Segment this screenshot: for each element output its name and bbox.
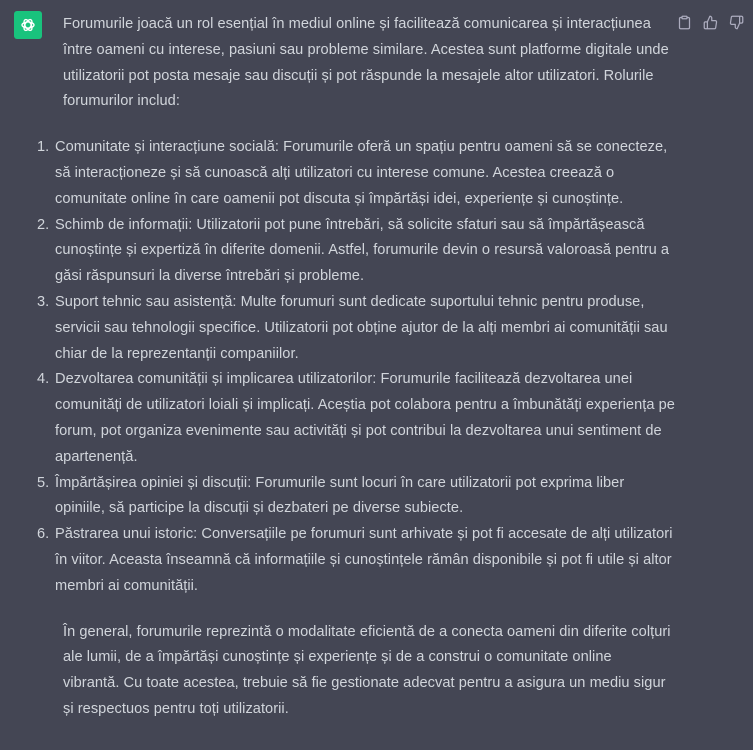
list-item-text: Suport tehnic sau asistență: Multe forumuri sunt dedicate suportului tehnic pentru produse, servicii sau tehnologii specifice. Utilizatorii pot obține ajutor de la alți membri ai comunității sau chiar de la reprezentanții companiilor. [55, 293, 668, 362]
assistant-message [37, 12, 675, 723]
copy-icon [677, 15, 692, 30]
thumbs-up-button[interactable] [701, 13, 719, 31]
roles-list [37, 135, 678, 599]
list-number: 4. [37, 371, 50, 388]
list-item [37, 135, 678, 212]
list-item-text: Împărtășirea opiniei și discuții: Forumurile sunt locuri în care utilizatorii pot exprima liber opiniile, să participe la discuții și dezbateri pe diverse subiecte. [55, 474, 625, 517]
list-number: 3. [37, 293, 50, 310]
list-number: 2. [37, 216, 50, 233]
list-item [37, 367, 678, 470]
copy-button[interactable] [675, 13, 693, 31]
thumbs-up-icon [703, 15, 718, 30]
message-conclusion: În general, forumurile reprezintă o modalitate eficientă de a conecta oameni din diferite colțuri ale lumii, de a împărtăși cunoștințe și experiențe și de a construi o comunitate online vibrantă. Cu toate acestea, trebuie să fie gestionate adecvat pentru a asigura un mediu sigur și respectuos pentru toți utilizatorii. [63, 623, 671, 717]
list-item [37, 471, 678, 523]
assistant-avatar [14, 11, 42, 39]
list-item [37, 290, 678, 367]
list-number: 1. [37, 139, 50, 156]
message-actions [675, 13, 745, 31]
list-item [37, 522, 678, 599]
openai-logo-icon [18, 15, 38, 35]
list-number: 6. [37, 526, 50, 543]
list-number: 5. [37, 474, 50, 491]
list-item [37, 213, 678, 290]
message-intro: Forumurile joacă un rol esențial în mediul online și facilitează comunicarea și interacțiunea între oameni cu interese, pasiuni sau probleme similare. Acestea sunt platforme digitale unde utilizatorii pot posta mesaje sau discuții și pot răspunde la mesajele altor utilizatori. Rolurile forumurilor includ: [63, 16, 669, 110]
thumbs-down-button[interactable] [727, 13, 745, 31]
list-item-text: Comunitate și interacțiune socială: Forumurile oferă un spațiu pentru oameni să se conecteze, să interacționeze și să cunoască alți utilizatori cu interese comune. Acestea creează o comunitate online în care oamenii pot discuta și împărtăși idei, experiențe și cunoștințe. [55, 139, 668, 207]
list-item-text: Dezvoltarea comunității și implicarea utilizatorilor: Forumurile facilitează dezvoltarea unei comunități de utilizatori loiali și implicați. Aceștia pot colabora pentru a îmbunătăți experiența pe forum, pot organiza evenimente sau activități și pot contribui la dezvoltarea unui sentiment de apartenență. [55, 371, 675, 465]
list-item-text: Păstrarea unui istoric: Conversațiile pe forumuri sunt arhivate și pot fi accesate de alți utilizatori în viitor. Aceasta înseamnă că informațiile și cunoștințele rămân disponibile și pot fi utile și altor membri ai comunității. [55, 526, 673, 594]
thumbs-down-icon [729, 15, 744, 30]
list-item-text: Schimb de informații: Utilizatorii pot pune întrebări, să solicite sfaturi sau să împărtășească cunoștințe și expertiză în diferite domenii. Astfel, forumurile devin o resursă valoroasă pentru a găsi răspunsuri la diverse întrebări și probleme. [55, 216, 670, 285]
